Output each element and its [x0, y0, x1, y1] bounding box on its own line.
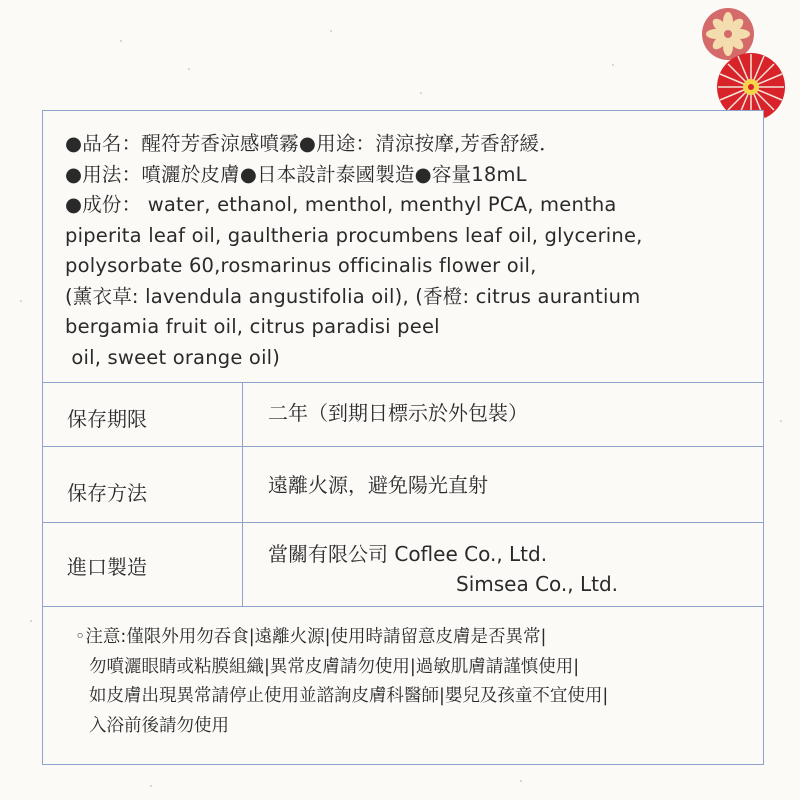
- info-line: ●用法：噴灑於皮膚●日本設計泰國製造●容量18mL: [65, 162, 527, 186]
- product-info-card: [42, 110, 764, 765]
- caution-line: 入浴前後請勿使用: [89, 715, 229, 736]
- caution-line: ◦注意:僅限外用勿吞食|遠離火源|使用時請留意皮膚是否異常|: [75, 627, 547, 647]
- background-speck: [780, 420, 782, 422]
- caution-line: 勿噴灑眼睛或粘膜組織|異常皮膚請勿使用|過敏肌膚請謹慎使用|: [89, 656, 580, 677]
- background-speck: [420, 92, 422, 94]
- background-speck: [188, 68, 190, 70]
- caution-line: 如皮膚出現異常請停止使用並諮詢皮膚科醫師|嬰兒及孩童不宜使用|: [89, 686, 609, 706]
- importer-label: 進口製造: [67, 555, 147, 579]
- importer-line-2: Simsea Co., Ltd.: [456, 572, 619, 596]
- product-description: [43, 111, 763, 383]
- background-speck: [150, 785, 152, 787]
- background-speck: [330, 30, 332, 32]
- info-line: piperita leaf oil, gaultheria procumbens leaf oil, glycerine,: [65, 223, 643, 247]
- info-line: polysorbate 60,rosmarinus officinalis flower oil,: [65, 254, 537, 277]
- info-line: ●品名：醒符芳香涼感噴霧●用途：清涼按摩,芳香舒緩．: [65, 132, 559, 155]
- importer-row: [43, 523, 763, 607]
- importer-line-1: 當關有限公司 Coflee Co., Ltd.: [268, 542, 548, 566]
- background-speck: [120, 40, 122, 42]
- background-speck: [30, 620, 32, 622]
- caution-notes: [75, 623, 608, 741]
- background-speck: [520, 780, 522, 782]
- info-line: bergamia fruit oil, citrus paradisi peel: [65, 315, 440, 338]
- info-line: oil, sweet orange oil): [65, 345, 281, 369]
- storage-method-label: 保存方法: [67, 481, 147, 505]
- background-speck: [20, 300, 22, 302]
- column-divider: [242, 383, 243, 446]
- column-divider: [242, 523, 243, 606]
- storage-method-value: 遠離火源，避免陽光直射: [268, 473, 488, 497]
- column-divider: [242, 447, 243, 522]
- shelf-life-value: 二年（到期日標示於外包裝）: [268, 401, 528, 425]
- shelf-life-label: 保存期限: [67, 407, 147, 431]
- info-line: ●成份： water, ethanol, menthol, menthyl PCA, mentha: [65, 193, 617, 216]
- info-line: (薰衣草: lavendula angustifolia oil), (香橙: citrus aurantium: [65, 284, 641, 308]
- background-speck: [612, 64, 614, 66]
- storage-method-row: [43, 447, 763, 523]
- shelf-life-row: [43, 383, 763, 447]
- importer-value: [268, 539, 618, 599]
